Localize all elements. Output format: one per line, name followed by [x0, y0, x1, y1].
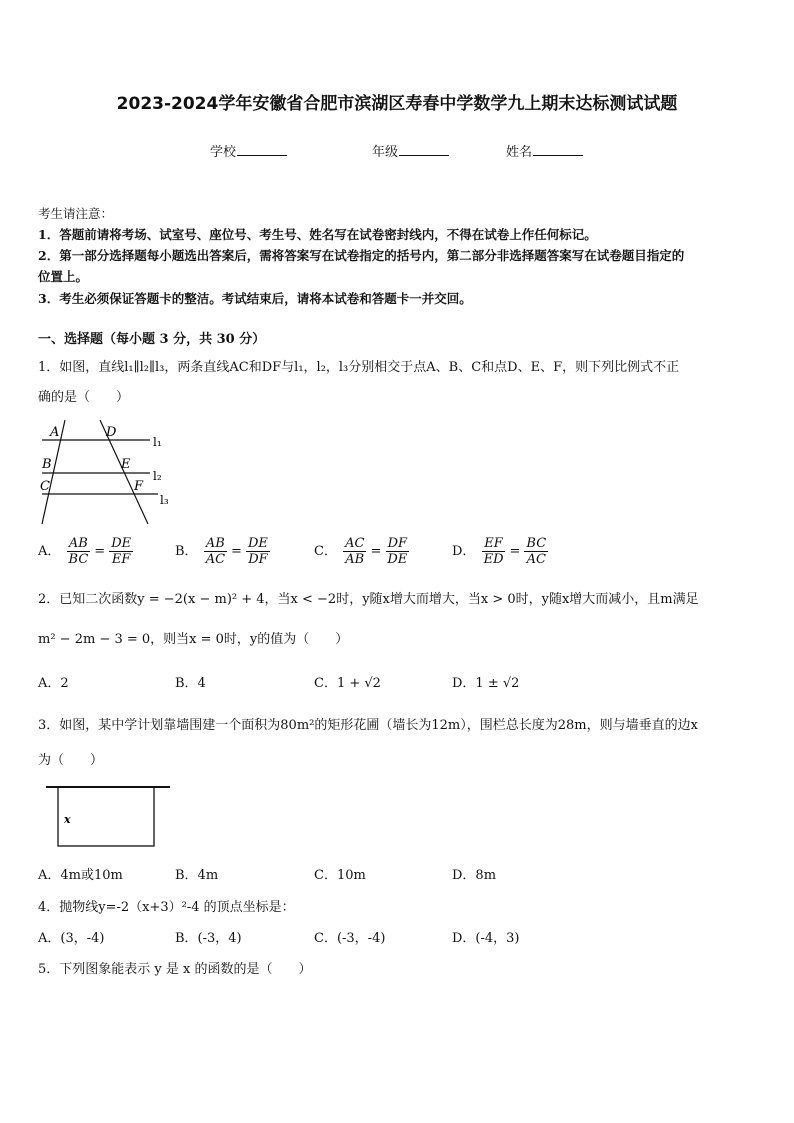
grade-field[interactable]	[372, 141, 449, 160]
label-l2: l₂	[153, 469, 162, 483]
fraction: $\frac{BC}{AC}$	[526, 536, 547, 567]
fraction: $\frac{AC}{AB}$	[345, 536, 365, 567]
notice-heading: 考生请注意：	[38, 206, 114, 221]
option-letter: C．	[314, 544, 337, 559]
label-a: A	[50, 425, 60, 440]
grade-blank[interactable]	[399, 143, 449, 156]
q3-text-line2: 为（ ）	[38, 753, 104, 768]
option-letter: A．	[38, 544, 61, 559]
q4-option-b[interactable]: B．(-3，4)	[175, 931, 242, 946]
q4-option-a[interactable]: A．(3，-4)	[38, 931, 105, 946]
q1-option-a[interactable]: A． $\frac{AB}{BC}$ = $\frac{DE}{EF}$	[38, 536, 132, 567]
q2-text-line2: m² − 2m − 3 = 0，则当x = 0时，y的值为（ ）	[38, 632, 349, 647]
q1-text-line1: 1．如图，直线l₁∥l₂∥l₃，两条直线AC和DF与l₁，l₂，l₃分别相交于点A、B、C和点D、E、F，则下列比例式不正	[38, 360, 680, 375]
q1-option-b[interactable]: B． $\frac{AB}{AC}$ = $\frac{DE}{DF}$	[175, 536, 268, 567]
label-l1: l₁	[153, 435, 162, 449]
school-blank[interactable]	[237, 143, 287, 156]
notice-item-2-cont: 位置上。	[38, 269, 89, 284]
q2-option-d[interactable]: D．1 ± √2	[452, 676, 520, 691]
q2-option-a[interactable]: A．2	[38, 676, 69, 691]
q3-option-d[interactable]: D．8m	[452, 868, 497, 883]
label-e: E	[121, 457, 131, 472]
fraction: $\frac{DF}{DE}$	[387, 536, 408, 567]
q1-figure	[38, 416, 172, 526]
q3-text-line1: 3．如图，某中学计划靠墙围建一个面积为80m²的矩形花圃（墙长为12m），围栏总长度为28m，则与墙垂直的边x	[38, 718, 698, 733]
q1-option-c[interactable]: C． $\frac{AC}{AB}$ = $\frac{DF}{DE}$	[314, 536, 408, 567]
garden-rect	[58, 787, 154, 846]
q3-option-a[interactable]: A．4m或10m	[38, 868, 123, 883]
q2-option-c[interactable]: C．1 + √2	[314, 676, 381, 691]
page-title: 2023-2024学年安徽省合肥市滨湖区寿春中学数学九上期末达标测试试题	[116, 94, 678, 114]
q3-option-c[interactable]: C．10m	[314, 868, 366, 883]
q4-text: 4．抛物线y=-2（x+3）²-4 的顶点坐标是：	[38, 900, 295, 915]
name-label: 姓名	[506, 145, 533, 160]
fraction: $\frac{DE}{EF}$	[111, 536, 132, 567]
notice-item-1: 1．答题前请将考场、试室号、座位号、考生号、姓名写在试卷密封线内，不得在试卷上作任何标记。	[38, 227, 597, 242]
school-label: 学校	[210, 145, 237, 160]
q5-text: 5．下列图象能表示 y 是 x 的函数的是（ ）	[38, 962, 312, 977]
label-l3: l₃	[160, 493, 169, 507]
label-f: F	[134, 479, 144, 494]
name-blank[interactable]	[533, 143, 583, 156]
label-d: D	[106, 425, 117, 440]
section-heading: 一、选择题（每小题 3 分，共 30 分）	[38, 332, 266, 347]
q1-option-d[interactable]: D． $\frac{EF}{ED}$ = $\frac{BC}{AC}$	[452, 536, 547, 567]
q4-option-c[interactable]: C．(-3，-4)	[314, 931, 386, 946]
option-letter: B．	[175, 544, 198, 559]
name-field[interactable]	[506, 141, 583, 160]
label-c: C	[40, 479, 50, 494]
option-letter: D．	[452, 544, 476, 559]
notice-item-3: 3．考生必须保证答题卡的整洁。考试结束后，请将本试卷和答题卡一并交回。	[38, 291, 472, 306]
q2-text-line1: 2．已知二次函数y = −2(x − m)² + 4，当x < −2时，y随x增大而增大，当x > 0时，y随x增大而减小，且m满足	[38, 592, 699, 607]
school-field[interactable]	[210, 141, 287, 160]
q1-text-line2: 确的是（ ）	[38, 390, 130, 405]
grade-label: 年级	[372, 145, 399, 160]
fraction: $\frac{AB}{AC}$	[205, 536, 226, 567]
fraction: $\frac{AB}{BC}$	[68, 536, 89, 567]
notice-item-2: 2．第一部分选择题每小题选出答案后，需将答案写在试卷指定的括号内，第二部分非选择题答案写在试卷题目指定的	[38, 248, 685, 263]
q2-option-b[interactable]: B．4	[175, 676, 206, 691]
fraction: $\frac{EF}{ED}$	[483, 536, 504, 567]
label-x: x	[64, 813, 71, 826]
label-b: B	[42, 457, 52, 472]
q4-option-d[interactable]: D．(-4，3)	[452, 931, 520, 946]
q3-figure	[44, 782, 174, 850]
fraction: $\frac{DE}{DF}$	[247, 536, 268, 567]
q3-option-b[interactable]: B．4m	[175, 868, 219, 883]
